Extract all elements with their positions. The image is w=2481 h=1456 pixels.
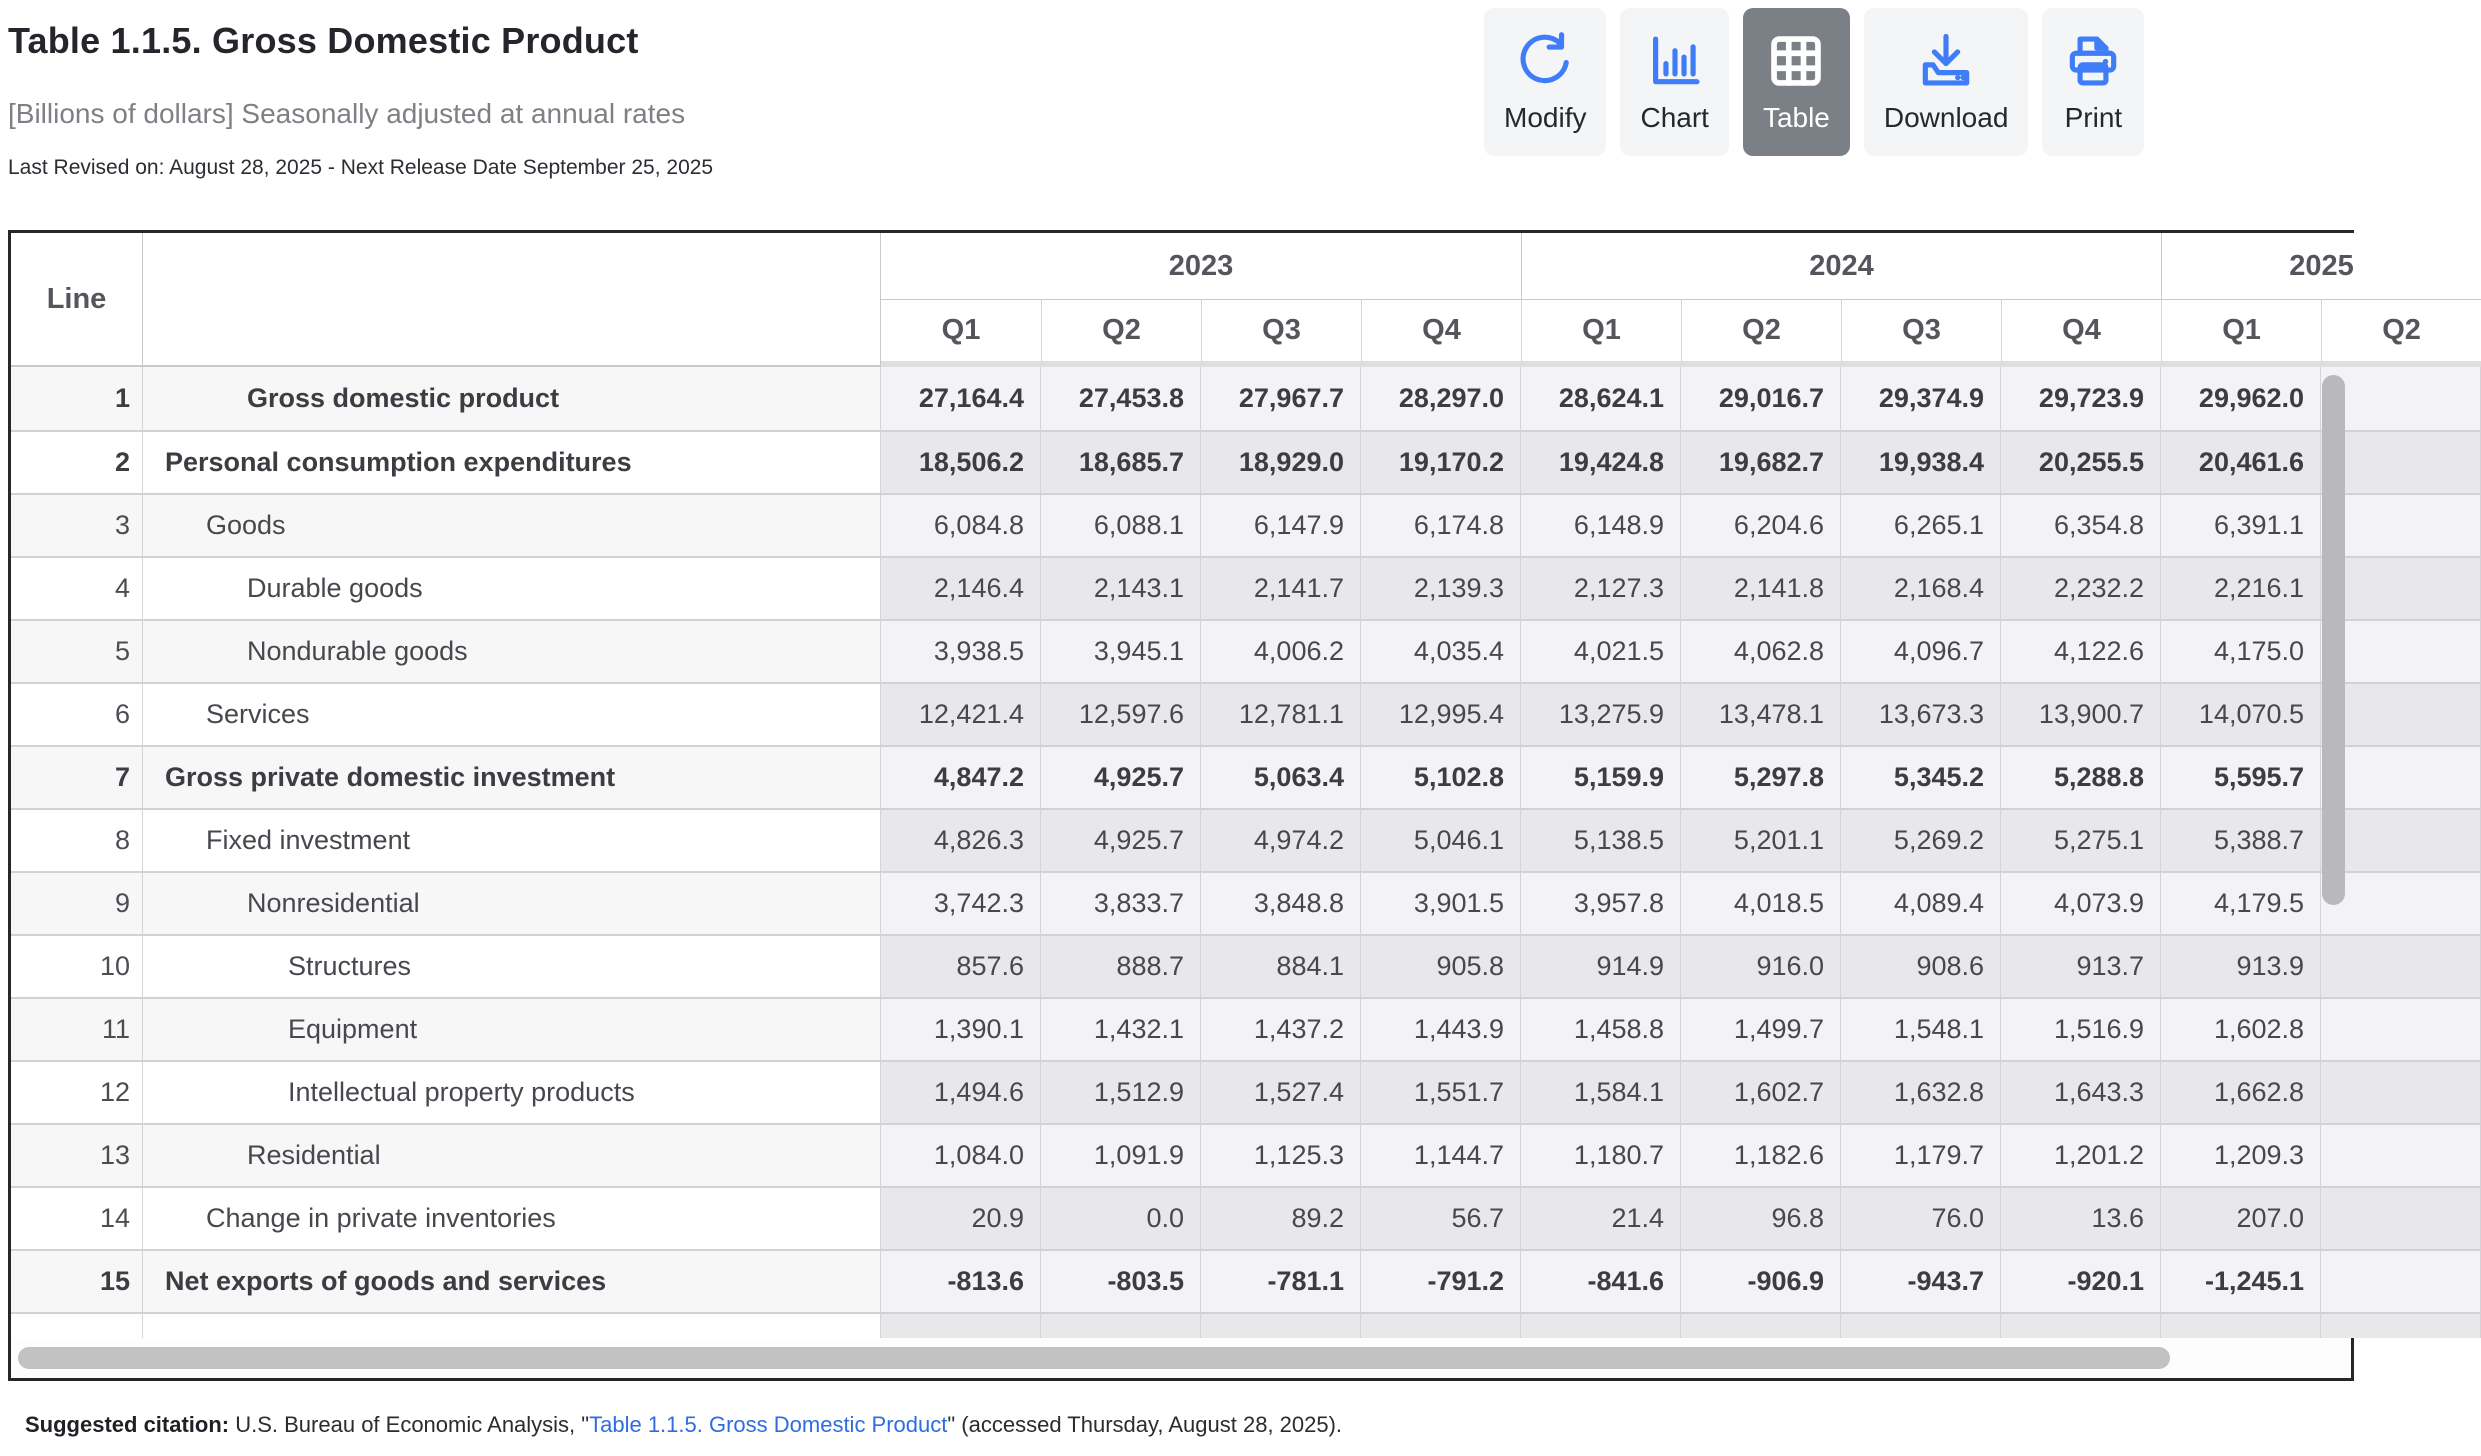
table-row bbox=[11, 871, 2481, 934]
value-cell: 3,938.5 bbox=[881, 619, 1041, 682]
bar-chart-icon bbox=[1644, 30, 1706, 92]
row-label-cell: Intellectual property products bbox=[143, 1060, 881, 1123]
value-cell: 1,584.1 bbox=[1521, 1060, 1681, 1123]
line-number-cell: 10 bbox=[11, 934, 143, 997]
quarter-header: Q1 bbox=[1521, 300, 1681, 367]
revision-note: Last Revised on: August 28, 2025 - Next Release Date September 25, 2025 bbox=[8, 156, 714, 179]
table-row bbox=[11, 367, 2481, 430]
value-cell: 1,432.1 bbox=[1041, 997, 1201, 1060]
row-label-cell: Durable goods bbox=[143, 556, 881, 619]
chart-button[interactable] bbox=[1620, 8, 1728, 156]
printer-icon bbox=[2062, 30, 2124, 92]
value-cell: 5,102.8 bbox=[1361, 745, 1521, 808]
value-cell: 5,288.8 bbox=[2001, 745, 2161, 808]
value-cell: 4,018.5 bbox=[1681, 871, 1841, 934]
value-cell: 207.0 bbox=[2161, 1186, 2321, 1249]
value-cell bbox=[1201, 1312, 1361, 1338]
value-cell: 19,682.7 bbox=[1681, 430, 1841, 493]
line-column-header: Line bbox=[11, 233, 143, 367]
download-button-label: Download bbox=[1883, 102, 2009, 133]
quarter-header: Q2 bbox=[1041, 300, 1201, 367]
value-cell: 6,265.1 bbox=[1841, 493, 2001, 556]
value-cell: 3,901.5 bbox=[1361, 871, 1521, 934]
quarter-header: Q4 bbox=[2001, 300, 2161, 367]
value-cell: 905.8 bbox=[1361, 934, 1521, 997]
value-cell: 56.7 bbox=[1361, 1186, 1521, 1249]
value-cell: 19,938.4 bbox=[1841, 430, 2001, 493]
gdp-table-frame bbox=[8, 230, 2421, 1381]
value-cell: 3,742.3 bbox=[881, 871, 1041, 934]
line-number-cell: 5 bbox=[11, 619, 143, 682]
value-cell: 1,458.8 bbox=[1521, 997, 1681, 1060]
page-title: Table 1.1.5. Gross Domestic Product bbox=[8, 20, 639, 61]
value-cell: 2,141.7 bbox=[1201, 556, 1361, 619]
value-cell: 1,201.2 bbox=[2001, 1123, 2161, 1186]
year-header-2023: 2023 bbox=[881, 233, 1521, 300]
value-cell: 18,506.2 bbox=[881, 430, 1041, 493]
value-cell: 5,297.8 bbox=[1681, 745, 1841, 808]
value-cell bbox=[2321, 997, 2481, 1060]
value-cell: 1,125.3 bbox=[1201, 1123, 1361, 1186]
value-cell: 5,269.2 bbox=[1841, 808, 2001, 871]
value-cell bbox=[2161, 1312, 2321, 1338]
table-row bbox=[11, 934, 2481, 997]
value-cell: -920.1 bbox=[2001, 1249, 2161, 1312]
row-label-cell: Equipment bbox=[143, 997, 881, 1060]
value-cell: 2,139.3 bbox=[1361, 556, 1521, 619]
value-cell: 20.9 bbox=[881, 1186, 1041, 1249]
vertical-scrollbar-thumb[interactable] bbox=[2322, 375, 2345, 905]
table-grid-icon bbox=[1765, 30, 1827, 92]
value-cell: 19,424.8 bbox=[1521, 430, 1681, 493]
value-cell: 5,138.5 bbox=[1521, 808, 1681, 871]
value-cell: 12,597.6 bbox=[1041, 682, 1201, 745]
value-cell: 20,255.5 bbox=[2001, 430, 2161, 493]
value-cell: 1,179.7 bbox=[1841, 1123, 2001, 1186]
value-cell: 21.4 bbox=[1521, 1186, 1681, 1249]
line-number-cell: 11 bbox=[11, 997, 143, 1060]
value-cell: 5,159.9 bbox=[1521, 745, 1681, 808]
gdp-table bbox=[11, 233, 2481, 1338]
value-cell: 29,016.7 bbox=[1681, 367, 1841, 430]
line-number-cell: 1 bbox=[11, 367, 143, 430]
line-number-cell: 13 bbox=[11, 1123, 143, 1186]
value-cell: 4,089.4 bbox=[1841, 871, 2001, 934]
page-subtitle: [Billions of dollars] Seasonally adjusted at annual rates bbox=[8, 98, 686, 129]
value-cell: 2,143.1 bbox=[1041, 556, 1201, 619]
value-cell: 908.6 bbox=[1841, 934, 2001, 997]
value-cell: -1,245.1 bbox=[2161, 1249, 2321, 1312]
value-cell: 913.7 bbox=[2001, 934, 2161, 997]
quarter-header: Q3 bbox=[1201, 300, 1361, 367]
value-cell: 3,848.8 bbox=[1201, 871, 1361, 934]
value-cell: 18,685.7 bbox=[1041, 430, 1201, 493]
value-cell: 1,499.7 bbox=[1681, 997, 1841, 1060]
quarter-header: Q1 bbox=[2161, 300, 2321, 367]
value-cell bbox=[2321, 808, 2481, 871]
value-cell bbox=[2321, 682, 2481, 745]
year-header-2024: 2024 bbox=[1521, 233, 2161, 300]
table-row bbox=[11, 556, 2481, 619]
table-row bbox=[11, 1060, 2481, 1123]
line-number-cell bbox=[11, 1312, 143, 1338]
value-cell: 2,168.4 bbox=[1841, 556, 2001, 619]
value-cell: -781.1 bbox=[1201, 1249, 1361, 1312]
quarter-header: Q3 bbox=[1841, 300, 2001, 367]
value-cell: 4,006.2 bbox=[1201, 619, 1361, 682]
citation-pre-link: U.S. Bureau of Economic Analysis, " bbox=[229, 1412, 590, 1437]
value-cell: 6,354.8 bbox=[2001, 493, 2161, 556]
value-cell bbox=[2321, 1060, 2481, 1123]
value-cell: 1,390.1 bbox=[881, 997, 1041, 1060]
row-label-cell: Structures bbox=[143, 934, 881, 997]
table-row bbox=[11, 493, 2481, 556]
value-cell: -803.5 bbox=[1041, 1249, 1201, 1312]
value-cell: 4,035.4 bbox=[1361, 619, 1521, 682]
value-cell: 29,374.9 bbox=[1841, 367, 2001, 430]
value-cell bbox=[1681, 1312, 1841, 1338]
value-cell: 6,391.1 bbox=[2161, 493, 2321, 556]
row-label-cell: Change in private inventories bbox=[143, 1186, 881, 1249]
line-number-cell: 14 bbox=[11, 1186, 143, 1249]
value-cell bbox=[1361, 1312, 1521, 1338]
value-cell: 13,478.1 bbox=[1681, 682, 1841, 745]
value-cell: 1,144.7 bbox=[1361, 1123, 1521, 1186]
value-cell: 884.1 bbox=[1201, 934, 1361, 997]
value-cell: 1,443.9 bbox=[1361, 997, 1521, 1060]
refresh-icon bbox=[1514, 30, 1576, 92]
value-cell: 5,345.2 bbox=[1841, 745, 2001, 808]
value-cell: 3,833.7 bbox=[1041, 871, 1201, 934]
value-cell bbox=[2321, 430, 2481, 493]
value-cell: 2,232.2 bbox=[2001, 556, 2161, 619]
quarter-header: Q2 bbox=[2321, 300, 2481, 367]
value-cell: 1,602.8 bbox=[2161, 997, 2321, 1060]
table-row bbox=[11, 430, 2481, 493]
value-cell: 857.6 bbox=[881, 934, 1041, 997]
value-cell: 18,929.0 bbox=[1201, 430, 1361, 493]
horizontal-scrollbar-thumb[interactable] bbox=[18, 1347, 2170, 1369]
value-cell: 4,925.7 bbox=[1041, 808, 1201, 871]
quarter-header: Q4 bbox=[1361, 300, 1521, 367]
chart-button-label: Chart bbox=[1640, 102, 1709, 133]
value-cell: 27,453.8 bbox=[1041, 367, 1201, 430]
line-number-cell: 7 bbox=[11, 745, 143, 808]
value-cell: 6,084.8 bbox=[881, 493, 1041, 556]
value-cell: 888.7 bbox=[1041, 934, 1201, 997]
value-cell: 1,551.7 bbox=[1361, 1060, 1521, 1123]
row-label-cell: Nonresidential bbox=[143, 871, 881, 934]
value-cell: 6,204.6 bbox=[1681, 493, 1841, 556]
value-cell: 2,127.3 bbox=[1521, 556, 1681, 619]
value-cell: 13,900.7 bbox=[2001, 682, 2161, 745]
value-cell: 29,723.9 bbox=[2001, 367, 2161, 430]
value-cell: 1,209.3 bbox=[2161, 1123, 2321, 1186]
quarter-header: Q1 bbox=[881, 300, 1041, 367]
row-label-cell: Gross private domestic investment bbox=[143, 745, 881, 808]
value-cell: 19,170.2 bbox=[1361, 430, 1521, 493]
value-cell bbox=[2321, 1123, 2481, 1186]
value-cell: 5,275.1 bbox=[2001, 808, 2161, 871]
row-label-cell: Nondurable goods bbox=[143, 619, 881, 682]
value-cell: 6,174.8 bbox=[1361, 493, 1521, 556]
table-row-clipped bbox=[11, 1312, 2481, 1338]
value-cell: -906.9 bbox=[1681, 1249, 1841, 1312]
citation-table-link[interactable]: Table 1.1.5. Gross Domestic Product bbox=[589, 1412, 948, 1437]
value-cell bbox=[2321, 871, 2481, 934]
value-cell: 28,297.0 bbox=[1361, 367, 1521, 430]
value-cell: 29,962.0 bbox=[2161, 367, 2321, 430]
citation-prefix: Suggested citation: bbox=[25, 1412, 230, 1437]
value-cell: 5,201.1 bbox=[1681, 808, 1841, 871]
value-cell: 1,662.8 bbox=[2161, 1060, 2321, 1123]
line-number-cell: 9 bbox=[11, 871, 143, 934]
table-scroll-viewport[interactable] bbox=[11, 233, 2421, 1338]
value-cell: 89.2 bbox=[1201, 1186, 1361, 1249]
value-cell bbox=[1521, 1312, 1681, 1338]
value-cell bbox=[1841, 1312, 2001, 1338]
value-cell: 14,070.5 bbox=[2161, 682, 2321, 745]
row-label-cell: Net exports of goods and services bbox=[143, 1249, 881, 1312]
value-cell: 913.9 bbox=[2161, 934, 2321, 997]
value-cell: 28,624.1 bbox=[1521, 367, 1681, 430]
value-cell: 2,141.8 bbox=[1681, 556, 1841, 619]
value-cell: 5,063.4 bbox=[1201, 745, 1361, 808]
value-cell: 13,673.3 bbox=[1841, 682, 2001, 745]
value-cell: 3,945.1 bbox=[1041, 619, 1201, 682]
value-cell: 1,091.9 bbox=[1041, 1123, 1201, 1186]
modify-button[interactable] bbox=[1484, 8, 1606, 156]
table-button[interactable] bbox=[1743, 8, 1850, 156]
value-cell: 1,437.2 bbox=[1201, 997, 1361, 1060]
year-header-2025: 2025 bbox=[2161, 233, 2481, 300]
value-cell: 1,643.3 bbox=[2001, 1060, 2161, 1123]
value-cell: 2,216.1 bbox=[2161, 556, 2321, 619]
value-cell bbox=[2321, 1249, 2481, 1312]
value-cell: 4,122.6 bbox=[2001, 619, 2161, 682]
row-label-cell: Residential bbox=[143, 1123, 881, 1186]
value-cell bbox=[2321, 1312, 2481, 1338]
value-cell: 13,275.9 bbox=[1521, 682, 1681, 745]
value-cell: 4,175.0 bbox=[2161, 619, 2321, 682]
value-cell bbox=[2321, 493, 2481, 556]
value-cell bbox=[2001, 1312, 2161, 1338]
value-cell: 6,147.9 bbox=[1201, 493, 1361, 556]
value-cell: 6,148.9 bbox=[1521, 493, 1681, 556]
line-number-cell: 15 bbox=[11, 1249, 143, 1312]
value-cell: 1,602.7 bbox=[1681, 1060, 1841, 1123]
download-button[interactable] bbox=[1864, 8, 2029, 156]
value-cell bbox=[2321, 619, 2481, 682]
value-cell: 4,096.7 bbox=[1841, 619, 2001, 682]
value-cell: 1,548.1 bbox=[1841, 997, 2001, 1060]
value-cell: 4,062.8 bbox=[1681, 619, 1841, 682]
value-cell: 20,461.6 bbox=[2161, 430, 2321, 493]
line-number-cell: 4 bbox=[11, 556, 143, 619]
value-cell: 5,595.7 bbox=[2161, 745, 2321, 808]
value-cell: 12,421.4 bbox=[881, 682, 1041, 745]
print-button[interactable] bbox=[2042, 8, 2144, 156]
value-cell: 0.0 bbox=[1041, 1186, 1201, 1249]
value-cell: 96.8 bbox=[1681, 1186, 1841, 1249]
value-cell: 12,995.4 bbox=[1361, 682, 1521, 745]
toolbar bbox=[1484, 8, 2144, 156]
value-cell: 1,632.8 bbox=[1841, 1060, 2001, 1123]
value-cell: 1,494.6 bbox=[881, 1060, 1041, 1123]
value-cell: 4,974.2 bbox=[1201, 808, 1361, 871]
table-row bbox=[11, 1186, 2481, 1249]
value-cell: 2,146.4 bbox=[881, 556, 1041, 619]
table-row bbox=[11, 682, 2481, 745]
table-row bbox=[11, 619, 2481, 682]
value-cell bbox=[2321, 556, 2481, 619]
value-cell bbox=[2321, 745, 2481, 808]
value-cell bbox=[2321, 1186, 2481, 1249]
value-cell: 1,182.6 bbox=[1681, 1123, 1841, 1186]
value-cell: 1,512.9 bbox=[1041, 1060, 1201, 1123]
value-cell: 5,388.7 bbox=[2161, 808, 2321, 871]
row-label-cell bbox=[143, 1312, 881, 1338]
table-row bbox=[11, 745, 2481, 808]
modify-button-label: Modify bbox=[1504, 102, 1587, 133]
value-cell: 1,527.4 bbox=[1201, 1060, 1361, 1123]
value-cell: -841.6 bbox=[1521, 1249, 1681, 1312]
line-number-cell: 6 bbox=[11, 682, 143, 745]
download-icon bbox=[1915, 30, 1977, 92]
horizontal-scrollbar-track bbox=[11, 1338, 2351, 1378]
value-cell: 1,084.0 bbox=[881, 1123, 1041, 1186]
table-row bbox=[11, 997, 2481, 1060]
table-button-label: Table bbox=[1762, 102, 1830, 133]
value-cell: 4,826.3 bbox=[881, 808, 1041, 871]
value-cell: 3,957.8 bbox=[1521, 871, 1681, 934]
value-cell: 27,164.4 bbox=[881, 367, 1041, 430]
value-cell: 4,179.5 bbox=[2161, 871, 2321, 934]
value-cell: 1,516.9 bbox=[2001, 997, 2161, 1060]
value-cell: 4,925.7 bbox=[1041, 745, 1201, 808]
table-row bbox=[11, 808, 2481, 871]
value-cell: 13.6 bbox=[2001, 1186, 2161, 1249]
value-cell bbox=[1041, 1312, 1201, 1338]
suggested-citation bbox=[25, 1412, 1342, 1438]
table-row bbox=[11, 1249, 2481, 1312]
value-cell: -813.6 bbox=[881, 1249, 1041, 1312]
value-cell bbox=[2321, 367, 2481, 430]
value-cell: 76.0 bbox=[1841, 1186, 2001, 1249]
description-column-header bbox=[143, 233, 881, 367]
line-number-cell: 12 bbox=[11, 1060, 143, 1123]
value-cell: 916.0 bbox=[1681, 934, 1841, 997]
value-cell: 6,088.1 bbox=[1041, 493, 1201, 556]
value-cell bbox=[881, 1312, 1041, 1338]
print-button-label: Print bbox=[2064, 102, 2123, 133]
value-cell: 27,967.7 bbox=[1201, 367, 1361, 430]
value-cell: 4,021.5 bbox=[1521, 619, 1681, 682]
row-label-cell: Personal consumption expenditures bbox=[143, 430, 881, 493]
line-number-cell: 2 bbox=[11, 430, 143, 493]
row-label-cell: Gross domestic product bbox=[143, 367, 881, 430]
row-label-cell: Fixed investment bbox=[143, 808, 881, 871]
value-cell: -943.7 bbox=[1841, 1249, 2001, 1312]
citation-post-link: " (accessed Thursday, August 28, 2025). bbox=[947, 1412, 1343, 1437]
table-row bbox=[11, 1123, 2481, 1186]
quarter-header: Q2 bbox=[1681, 300, 1841, 367]
value-cell: 1,180.7 bbox=[1521, 1123, 1681, 1186]
value-cell: 4,847.2 bbox=[881, 745, 1041, 808]
value-cell bbox=[2321, 934, 2481, 997]
value-cell: 12,781.1 bbox=[1201, 682, 1361, 745]
line-number-cell: 3 bbox=[11, 493, 143, 556]
row-label-cell: Goods bbox=[143, 493, 881, 556]
value-cell: 914.9 bbox=[1521, 934, 1681, 997]
line-number-cell: 8 bbox=[11, 808, 143, 871]
row-label-cell: Services bbox=[143, 682, 881, 745]
value-cell: 5,046.1 bbox=[1361, 808, 1521, 871]
value-cell: 4,073.9 bbox=[2001, 871, 2161, 934]
value-cell: -791.2 bbox=[1361, 1249, 1521, 1312]
